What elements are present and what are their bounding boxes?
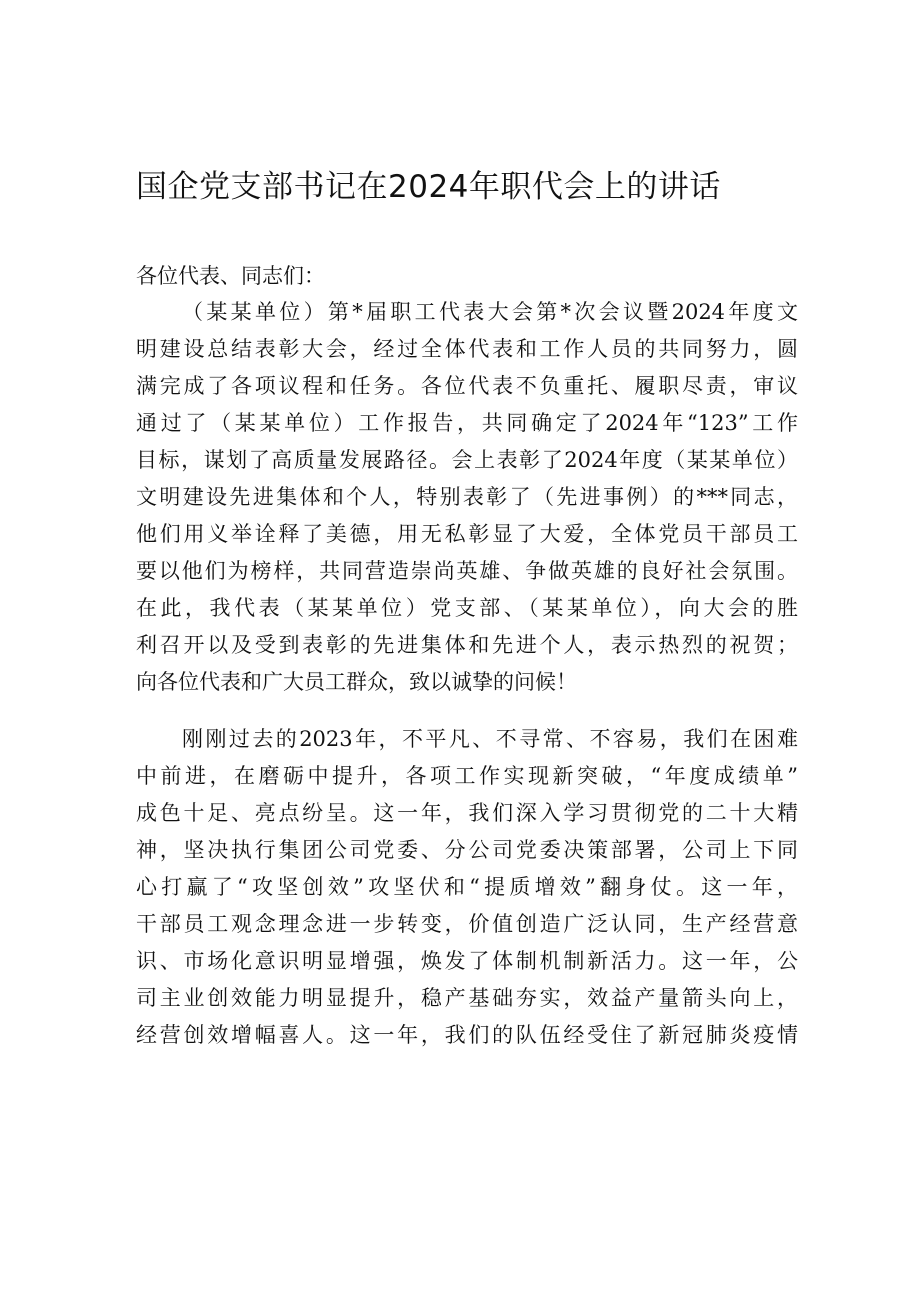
- paragraph-line: 中前进，在磨砺中提升，各项工作实现新突破，“年度成绩单”: [136, 764, 798, 788]
- paragraph-line: （某某单位）第*届职工代表大会第*次会议暨2024年度文: [182, 300, 798, 324]
- paragraph-line: 明建设总结表彰大会，经过全体代表和工作人员的共同努力，圆: [136, 337, 798, 361]
- paragraph-line: 目标，谋划了高质量发展路径。会上表彰了2024年度（某某单位）: [136, 448, 798, 472]
- paragraph-line: 在此，我代表（某某单位）党支部、（某某单位），向大会的胜: [136, 596, 798, 620]
- paragraph-line: 文明建设先进集体和个人，特别表彰了（先进事例）的***同志，: [136, 485, 798, 509]
- paragraph-line: 成色十足、亮点纷呈。这一年，我们深入学习贯彻党的二十大精: [136, 801, 798, 825]
- paragraph-line: 满完成了各项议程和任务。各位代表不负重托、履职尽责，审议: [136, 374, 798, 398]
- paragraph-line: 识、市场化意识明显增强，焕发了体制机制新活力。这一年，公: [136, 949, 798, 973]
- paragraph-line: 利召开以及受到表彰的先进集体和先进个人，表示热烈的祝贺；: [136, 633, 798, 657]
- document-title: 国企党支部书记在2024年职代会上的讲话: [136, 169, 721, 205]
- paragraph-line: 司主业创效能力明显提升，稳产基础夯实，效益产量箭头向上，: [136, 986, 798, 1010]
- paragraph-line: 经营创效增幅喜人。这一年，我们的队伍经受住了新冠肺炎疫情: [136, 1023, 798, 1047]
- paragraph-line: 神，坚决执行集团公司党委、分公司党委决策部署，公司上下同: [136, 838, 798, 862]
- salutation: 各位代表、同志们：: [136, 264, 325, 288]
- paragraph-line: 心打赢了“攻坚创效”攻坚伏和“提质增效”翻身仗。这一年，: [136, 875, 798, 899]
- paragraph-line: 他们用义举诠释了美德，用无私彰显了大爱，全体党员干部员工: [136, 522, 798, 546]
- paragraph-line: 刚刚过去的2023年，不平凡、不寻常、不容易，我们在困难: [182, 727, 798, 751]
- paragraph-line: 干部员工观念理念进一步转变，价值创造广泛认同，生产经营意: [136, 912, 798, 936]
- paragraph-line: 向各位代表和广大员工群众，致以诚挚的问候！: [136, 670, 577, 694]
- paragraph-line: 要以他们为榜样，共同营造崇尚英雄、争做英雄的良好社会氛围。: [136, 559, 798, 583]
- paragraph-line: 通过了（某某单位）工作报告，共同确定了2024年“123”工作: [136, 411, 798, 435]
